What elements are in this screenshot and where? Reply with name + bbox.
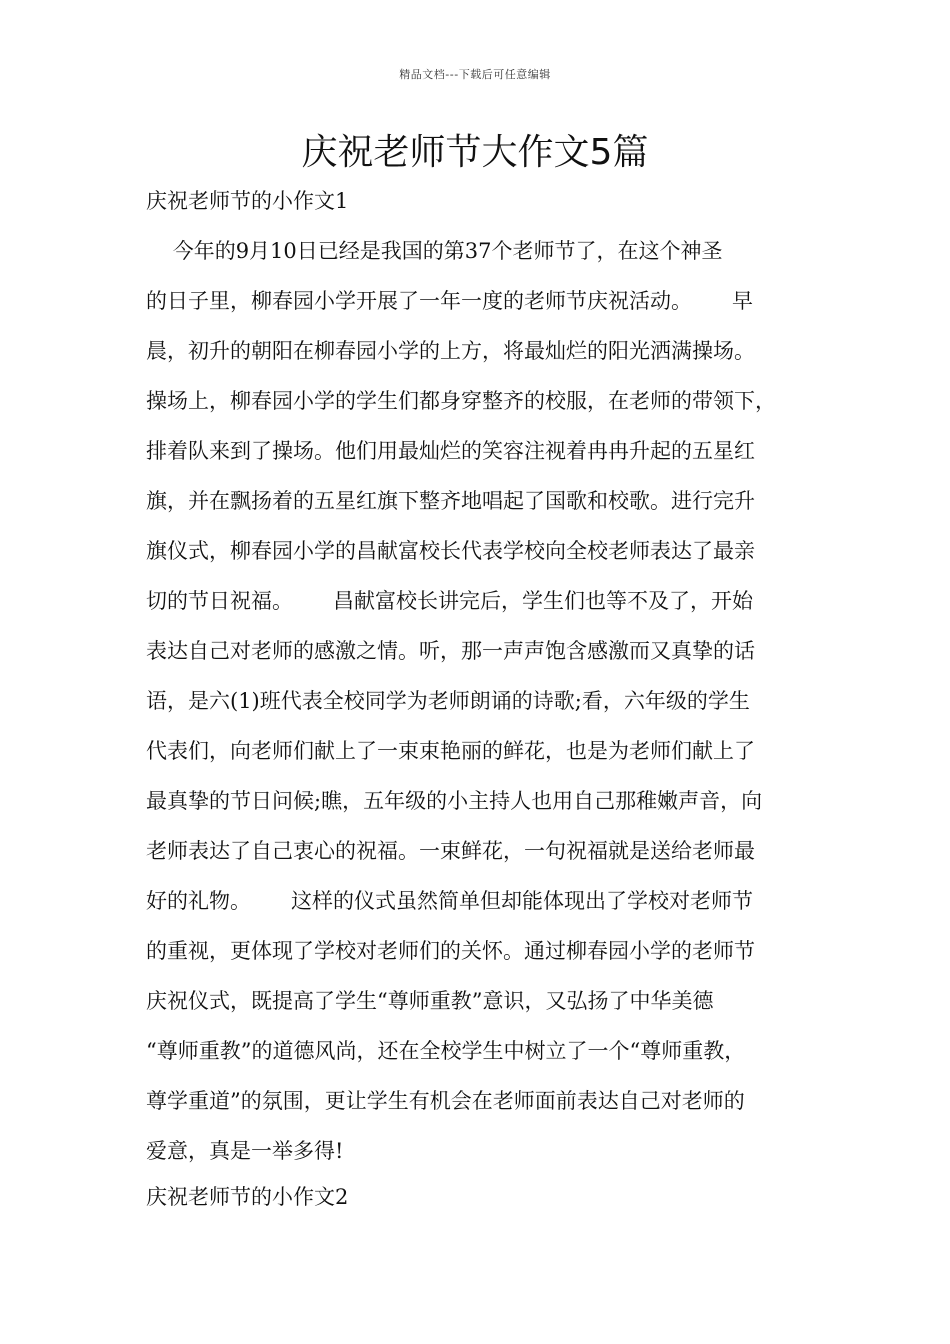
paragraph-line: 语，是六(1)班代表全校同学为老师朗诵的诗歌;看，六年级的学生 bbox=[146, 689, 750, 713]
paragraph-line: 庆祝仪式，既提高了学生“尊师重教”意识，又弘扬了中华美德 bbox=[146, 989, 714, 1013]
paragraph-line: 尊学重道”的氛围，更让学生有机会在老师面前表达自己对老师的 bbox=[146, 1089, 745, 1113]
section-heading-2: 庆祝老师节的小作文2 bbox=[146, 1185, 349, 1209]
section-heading-1: 庆祝老师节的小作文1 bbox=[146, 189, 349, 213]
paragraph-line: 的日子里，柳春园小学开展了一年一度的老师节庆祝活动。 早 bbox=[146, 289, 754, 313]
paragraph-line: 排着队来到了操场。他们用最灿烂的笑容注视着冉冉升起的五星红 bbox=[146, 439, 755, 463]
paragraph-line: 操场上，柳春园小学的学生们都身穿整齐的校服，在老师的带领下， bbox=[146, 389, 776, 413]
paragraph-line: 今年的9月10日已经是我国的第37个老师节了，在这个神圣 bbox=[146, 239, 723, 263]
paragraph-line: 最真挚的节日问候;瞧，五年级的小主持人也用自己那稚嫩声音，向 bbox=[146, 789, 763, 813]
paragraph-line: 代表们，向老师们献上了一束束艳丽的鲜花，也是为老师们献上了 bbox=[146, 739, 755, 763]
header-note: 精品文档---下载后可任意编辑 bbox=[399, 68, 551, 81]
paragraph-line: 切的节日祝福。 昌献富校长讲完后，学生们也等不及了，开始 bbox=[146, 589, 754, 613]
paragraph-line: 表达自己对老师的感激之情。听，那一声声饱含感激而又真挚的话 bbox=[146, 639, 755, 663]
paragraph-line: 的重视，更体现了学校对老师们的关怀。通过柳春园小学的老师节 bbox=[146, 939, 755, 963]
document-title: 庆祝老师节大作文5篇 bbox=[301, 132, 649, 173]
section-1-body bbox=[146, 226, 826, 1176]
paragraph-line: 好的礼物。 这样的仪式虽然简单但却能体现出了学校对老师节 bbox=[146, 889, 754, 913]
paragraph-line: 晨，初升的朝阳在柳春园小学的上方，将最灿烂的阳光洒满操场。 bbox=[146, 339, 755, 363]
paragraph-line: 旗，并在飘扬着的五星红旗下整齐地唱起了国歌和校歌。进行完升 bbox=[146, 489, 755, 513]
paragraph-line: “尊师重教”的道德风尚，还在全校学生中树立了一个“尊师重教， bbox=[146, 1039, 746, 1063]
paragraph-line: 老师表达了自己衷心的祝福。一束鲜花，一句祝福就是送给老师最 bbox=[146, 839, 755, 863]
paragraph-line: 爱意，真是一举多得! bbox=[146, 1139, 344, 1163]
paragraph-line: 旗仪式，柳春园小学的昌献富校长代表学校向全校老师表达了最亲 bbox=[146, 539, 755, 563]
